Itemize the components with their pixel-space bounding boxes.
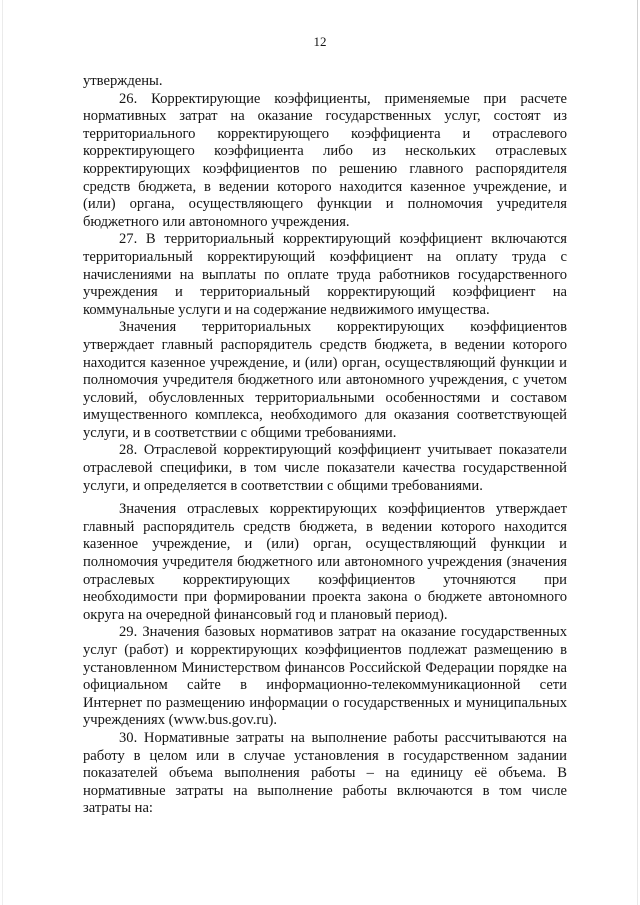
paragraph-27: 27. В территориальный корректирующий коэффициент включаются территориальный корректирующий коэффициент на оплату труда с начислениями на выплаты по оплате труда работников государственного учреждения и территориальный корректирующий коэффициент на коммунальные услуги и на содержание недвижимого имущества.: [83, 231, 567, 318]
page-number: 12: [313, 34, 327, 49]
paragraph-26: 26. Корректирующие коэффициенты, применяемые при расчете нормативных затрат на оказание государственных услуг, состоят из территориального корректирующего коэффициента и отраслевого корректирующего коэффициента либо из нескольких отраслевых корректирующих коэффициентов по решению главного распорядителя средств бюджета, в ведении которого находится казенное учреждение, и (или) органа, осуществляющего функции и полномочия учредителя бюджетного или автономного учреждения.: [83, 90, 567, 230]
document-body: [83, 73, 567, 818]
paragraph-29: 29. Значения базовых нормативов затрат на оказание государственных услуг (работ) и корректирующих коэффициентов подлежат размещению в установленном Министерством финансов Российской Федерации порядке на официальном сайте в информационно-телекоммуникационной сети Интернет по размещению информации о государственных и муниципальных учреждениях (www.bus.gov.ru).: [83, 624, 567, 729]
paragraph-28-values: Значения отраслевых корректирующих коэффициентов утверждает главный распорядитель средств бюджета, в ведении которого находится казенное учреждение, и (или) орган, осуществляющий функции и полномочия учредителя бюджетного или автономного учреждения (значения отраслевых корректирующих коэффициентов уточняются при необходимости при формировании проекта закона о бюджете автономного округа на очередной финансовый год и плановый период).: [83, 501, 567, 623]
paragraph-27-values: Значения территориальных корректирующих коэффициентов утверждает главный распорядитель средств бюджета, в ведении которого находится казенное учреждение, и (или) орган, осуществляющий функции и полномочия учредителя бюджетного или автономного учреждения, с учетом условий, обусловленных территориальными особенностями и составом имущественного комплекса, необходимого для оказания соответствующей услуги, и в соответствии с общими требованиями.: [83, 319, 567, 441]
paragraph-30: 30. Нормативные затраты на выполнение работы рассчитываются на работу в целом или в случае установления в государственном задании показателей объема выполнения работы – на единицу её объема. В нормативные затраты на выполнение работы включаются в том числе затраты на:: [83, 729, 567, 817]
scan-edge-right: [637, 0, 638, 905]
paragraph-28: 28. Отраслевой корректирующий коэффициент учитывает показатели отраслевой специфики, в том числе показатели качества государственной услуги, и определяется в соответствии с общими требованиями.: [83, 442, 567, 494]
paragraph-continuation: утверждены.: [83, 73, 163, 89]
scan-edge-left: [2, 0, 3, 905]
